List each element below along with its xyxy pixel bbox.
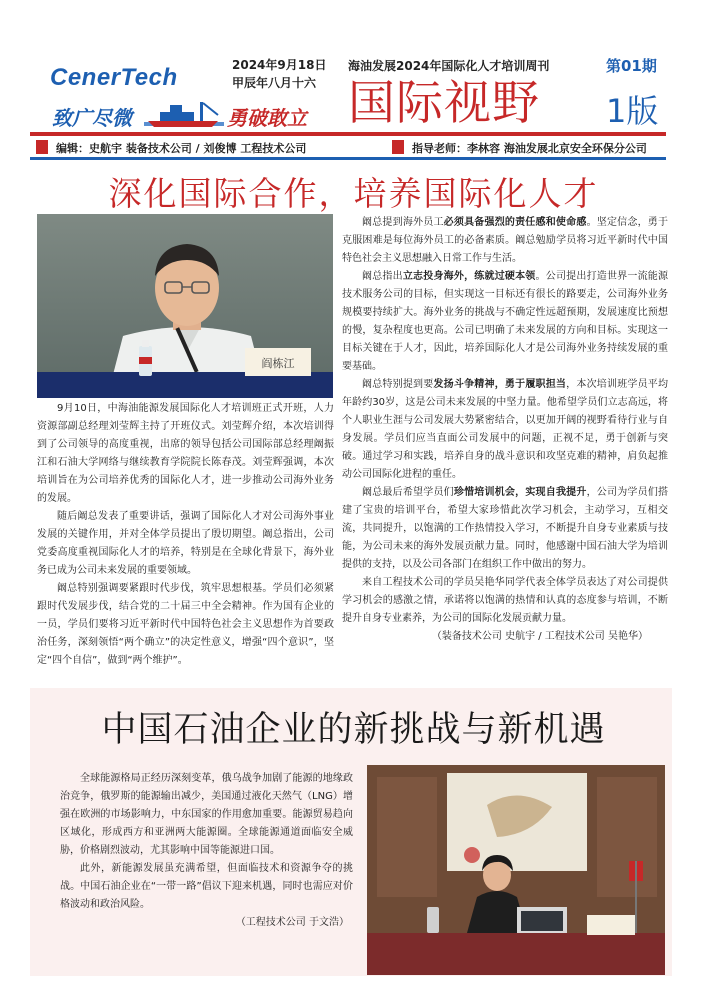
- bullet-square: [36, 140, 48, 154]
- paragraph: 此外，新能源发展虽充满希望，但面临技术和资源争夺的挑战。中国石油企业在“一带一路”倡议下迎来机遇，同时也需应对价格波动和政治风险。: [60, 863, 353, 910]
- edition-number: 1版: [606, 92, 659, 130]
- editors-credit: 编辑：史航宇 装备技术公司 / 刘俊博 工程技术公司: [56, 142, 307, 155]
- paragraph: 9月10日，中海油能源发展国际化人才培训班正式开班，人力资源部副总经理刘莹辉主持了开班仪式。刘莹辉介绍，本次培训得到了公司领导的高度重视，出席的领导包括公司国际部总经理阚振江和石油大学网络与继续教育学院院长陈春茂。刘莹辉强调，本次培训旨在为公司培养优秀的国际化人才，进一步推动公司海外业务的发展。: [37, 403, 334, 504]
- article2-column: [60, 770, 353, 932]
- paragraph: 阚总最后希望学员们珍惜培训机会，实现自我提升，公司为学员们搭建了宝贵的培训平台，希望大家珍惜此次学习机会，主动学习，互相交流，共同提升，以饱满的工作热情投入学习，不断提升自身专业素质与技能，为公司未来的海外发展贡献力量。同时，他感谢中国石油大学为培训提供的支持，以及公司各部门在组织工作中做出的努力。: [342, 487, 669, 570]
- masthead-blue-rule: [30, 157, 666, 160]
- date-gregorian: 2024年9月18日: [232, 58, 327, 72]
- ship-icon: [144, 100, 224, 130]
- speaker-photo: [37, 214, 333, 398]
- paragraph: 阚总特别提到要发扬斗争精神，勇于履职担当，本次培训班学员平均年龄约30岁，这是公司未来发展的中坚力量。他希望学员们立志高远，将个人职业生涯与公司发展大势紧密结合，以更加开阔的视野看待行业与自身发展。学员们应当直面公司发展中的问题，正视不足，勇于创新与突破。通过学习和实践，培养自身的战斗意识和攻坚克难的精神，肩负起推动公司国际化进程的重任。: [342, 379, 669, 480]
- article1-column-right: [342, 214, 668, 646]
- brand-logo: CenerTech: [50, 64, 178, 91]
- section-title: 国际视野: [348, 76, 540, 131]
- slogan-left: 致广尽微: [52, 106, 132, 130]
- lecturer-photo: [367, 765, 665, 975]
- article1-title: 深化国际合作，培养国际化人才: [108, 174, 599, 213]
- article1-byline: （装备技术公司 史航宇 / 工程技术公司 吴艳华）: [431, 631, 648, 642]
- masthead-red-rule: [30, 132, 666, 136]
- slogan: [52, 100, 348, 132]
- article2-title: 中国石油企业的新挑战与新机遇: [101, 710, 606, 750]
- article2-byline: （工程技术公司 于文浩）: [235, 917, 349, 928]
- paragraph: 全球能源格局正经历深刻变革，俄乌战争加剧了能源的地缘政治竞争，俄罗斯的能源输出减少，美国通过液化天然气（LNG）增强在欧洲的市场影响力，中东国家的作用愈加重要。能源贸易趋向区域化，形成西方和亚洲两大能源圈。全球能源通道面临安全威胁，价格剧烈波动，尤其影响中国等能源进口国。: [60, 773, 353, 856]
- slogan-right: 勇破敢立: [227, 106, 307, 130]
- paragraph: 阚总特别强调要紧跟时代步伐，筑牢思想根基。学员们必须紧跟时代发展步伐，结合党的二十届三中全会精神。作为国有企业的一员，学员们要将习近平新时代中国特色社会主义思想作为首要政治任务，深刻领悟“两个确立”的决定性意义，增强“四个意识”，坚定“四个自信”，做到“两个维护”。: [37, 583, 334, 666]
- paragraph: 来自工程技术公司的学员吴艳华同学代表全体学员表达了对公司提供学习机会的感激之情，承诺将以饱满的热情和认真的态度参与培训，不断提升自身专业素养，为公司的国际化发展贡献力量。: [342, 577, 668, 624]
- paragraph: 阚总提到海外员工必须具备强烈的责任感和使命感。坚定信念，勇于克服困难是每位海外员工的必备素质。阚总勉励学员将习近平新时代中国特色社会主义思想融入日常工作与生活。: [342, 217, 669, 264]
- article1-column-left: [37, 400, 334, 670]
- paragraph: 阚总指出立志投身海外，练就过硬本领。公司提出打造世界一流能源技术服务公司的目标，但实现这一目标还有很长的路要走，公司海外业务规模要持续扩大。海外业务的挑战与不确定性远超预期，发展速度比预想的慢，复杂程度也更高。公司已明确了未来发展的方向和目标。实现这一目标关键在于人才，因此，培养国际化人才是公司海外业务持续发展的重要基础。: [342, 271, 669, 372]
- publication-name: 海油发展2024年国际化人才培训周刊: [348, 59, 550, 73]
- nameplate-text: 阎栋江: [261, 357, 295, 370]
- bullet-square: [392, 140, 404, 154]
- date-lunar: 甲辰年八月十六: [232, 76, 317, 90]
- staff-bar: [30, 137, 666, 157]
- issue-number: 第01期: [606, 57, 657, 75]
- advisor-credit: 指导老师：李林容 海油发展北京安全环保分公司: [412, 142, 647, 155]
- paragraph: 随后阚总发表了重要讲话，强调了国际化人才对公司海外事业发展的关键作用，并对全体学员提出了殷切期望。阚总指出，公司党委高度重视国际化人才的培养，特别是在全球化背景下，海外业务已成为公司未来发展的重要领域。: [37, 511, 334, 576]
